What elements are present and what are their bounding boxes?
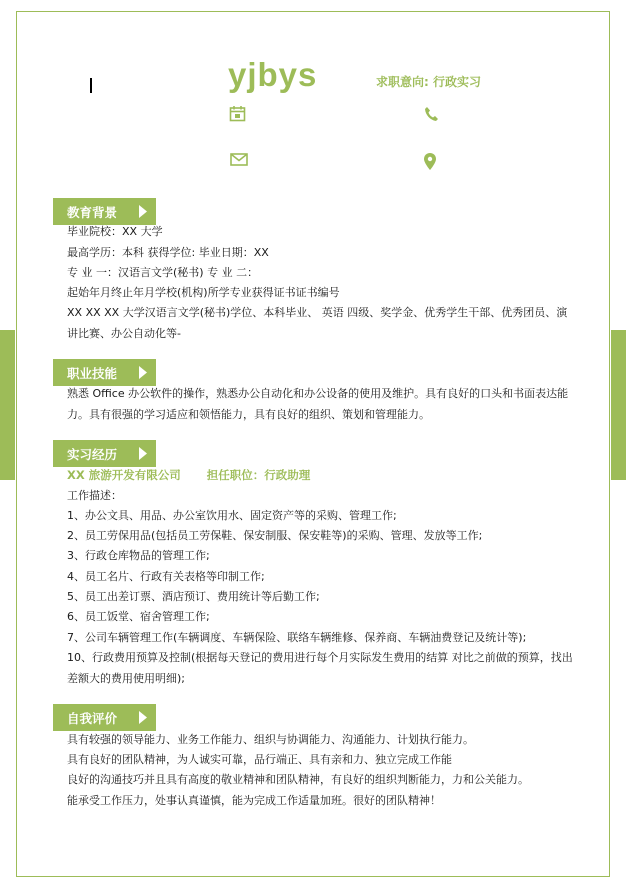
education-line: 专 业 一：汉语言文学(秘书) 专 业 二： bbox=[67, 266, 259, 279]
education-line: 起始年月终止年月学校(机构)所学专业获得证书证书编号 bbox=[67, 286, 340, 299]
self-evaluation-line: 良好的沟通技巧并且具有高度的敬业精神和团队精神，有良好的组织判断能力，力和公关能力。 bbox=[67, 773, 529, 786]
internship-line: 工作描述： bbox=[67, 489, 122, 502]
section-title: 自我评价 bbox=[67, 711, 118, 726]
internship-line: 6、员工饭堂、宿舍管理工作; bbox=[67, 610, 210, 623]
text-cursor bbox=[90, 78, 92, 93]
job-info bbox=[67, 468, 310, 482]
job-position: 担任职位：行政助理 bbox=[206, 468, 311, 482]
job-intent: 求职意向: 行政实习 bbox=[376, 75, 481, 89]
left-accent-bar bbox=[0, 330, 15, 480]
self-evaluation-line: 具有良好的团队精神，为人诚实可靠，品行端正、具有亲和力、独立完成工作能 bbox=[67, 753, 452, 766]
section-header-skills bbox=[53, 359, 156, 386]
internship-line: 3、行政仓库物品的管理工作; bbox=[67, 549, 210, 562]
self-evaluation-line: 具有较强的领导能力、业务工作能力、组织与协调能力、沟通能力、计划执行能力。 bbox=[67, 733, 474, 746]
internship-line: 7、公司车辆管理工作(车辆调度、车辆保险、联络车辆维修、保养商、车辆油费登记及统计等); bbox=[67, 631, 527, 644]
section-title: 职业技能 bbox=[67, 366, 118, 381]
education-line: 毕业院校：XX 大学 bbox=[67, 225, 163, 238]
section-header-education bbox=[53, 198, 156, 225]
location-icon bbox=[423, 152, 437, 171]
phone-icon bbox=[424, 106, 439, 122]
calendar-icon bbox=[229, 105, 246, 122]
internship-line: 10、行政费用预算及控制(根据每天登记的费用进行每个月实际发生费用的结算 对比之前做的预算，找出差额大的费用使用明细); bbox=[67, 651, 573, 685]
section-title: 教育背景 bbox=[67, 205, 118, 220]
company-name: XX 旅游开发有限公司 bbox=[67, 468, 181, 482]
section-header-self-evaluation bbox=[53, 704, 156, 731]
skills-text: 熟悉 Office 办公软件的操作，熟悉办公自动化和办公设备的使用及维护。具有良好的口头和书面表达能力。具有很强的学习适应和领悟能力，具有良好的组织、策划和管理能力。 bbox=[67, 387, 569, 421]
mail-icon bbox=[230, 153, 248, 166]
internship-line: 5、员工出差订票、酒店预订、费用统计等后勤工作; bbox=[67, 590, 320, 603]
self-evaluation-line: 能承受工作压力，处事认真谨慎，能为完成工作适量加班。很好的团队精神！ bbox=[67, 794, 441, 807]
section-title: 实习经历 bbox=[67, 447, 118, 462]
education-line: 最高学历：本科 获得学位: 毕业日期：XX bbox=[67, 246, 269, 259]
section-header-internship bbox=[53, 440, 156, 467]
education-line: XX XX XX 大学汉语言文学(秘书)学位、本科毕业、 英语 四级、奖学金、优秀学生干部、优秀团员、演讲比赛、办公自动化等- bbox=[67, 306, 568, 340]
right-accent-bar bbox=[611, 330, 626, 480]
internship-line: 2、员工劳保用品(包括员工劳保鞋、保安制服、保安鞋等)的采购、管理、发放等工作; bbox=[67, 529, 483, 542]
internship-line: 4、员工名片、行政有关表格等印制工作; bbox=[67, 570, 265, 583]
candidate-name: yjbys bbox=[228, 56, 318, 93]
internship-line: 1、办公文具、用品、办公室饮用水、固定资产等的采购、管理工作; bbox=[67, 509, 397, 522]
